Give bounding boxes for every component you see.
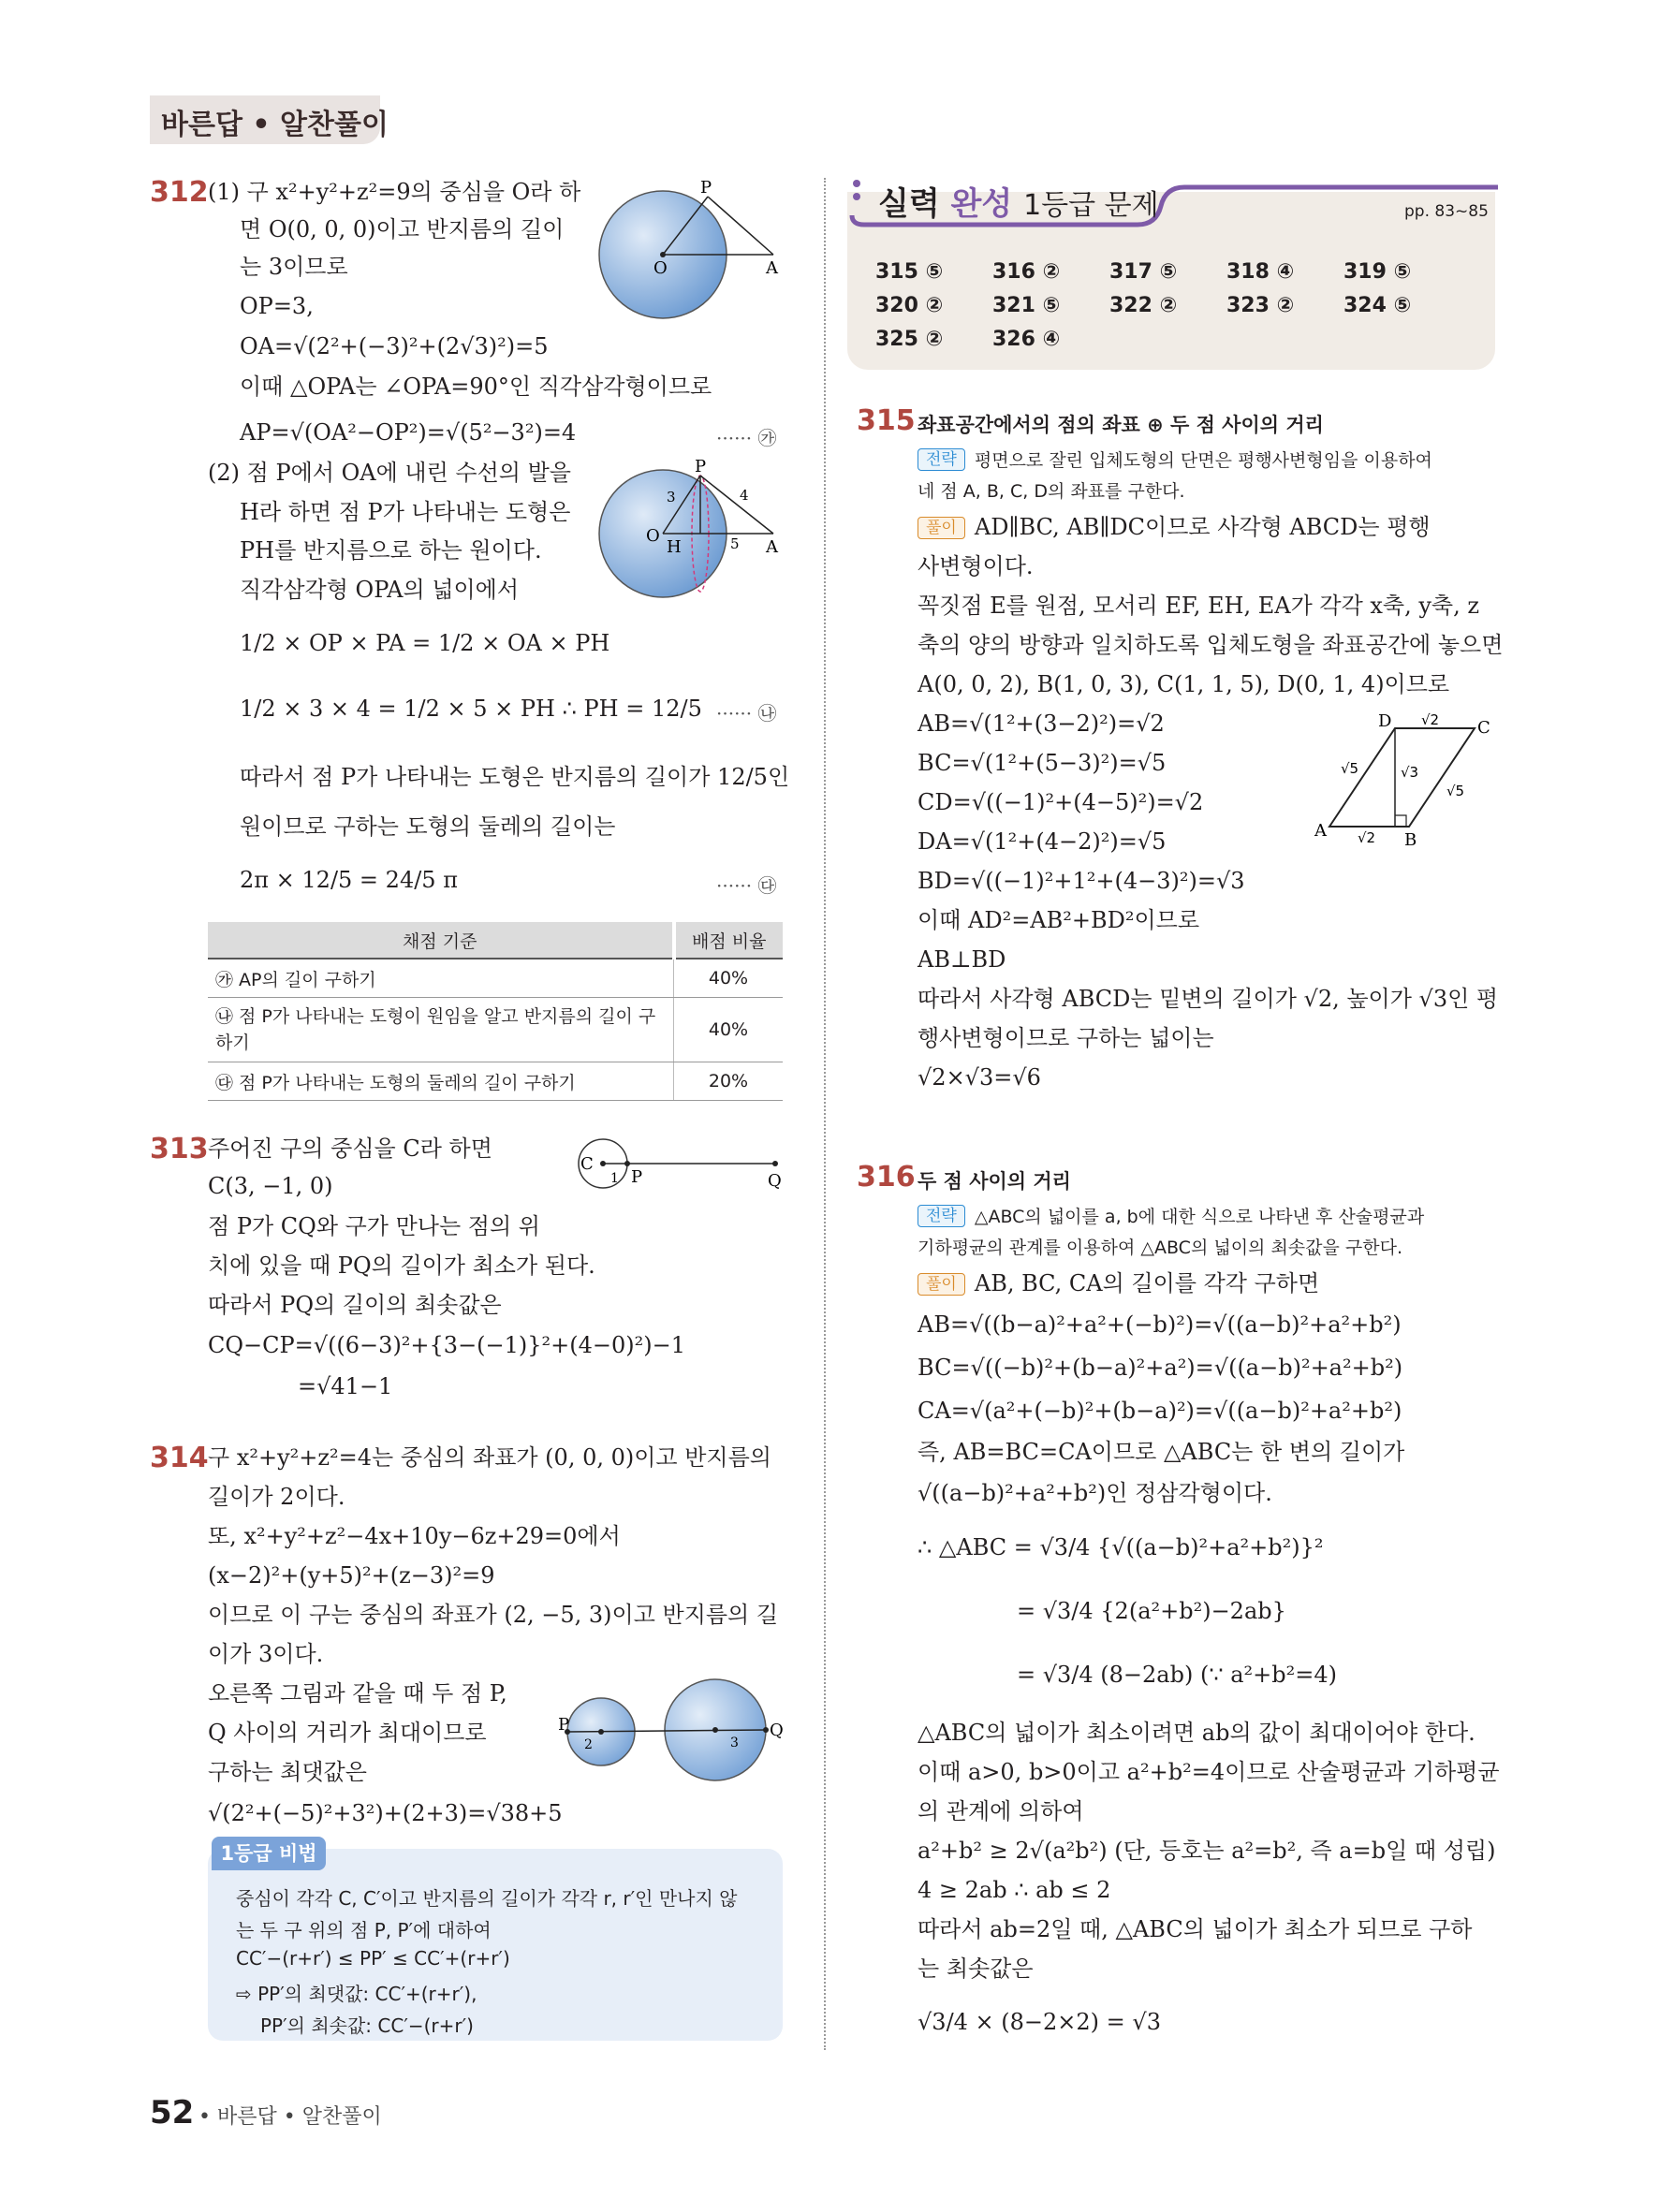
solution-text: AB, BC, CA의 길이를 각각 구하면 bbox=[974, 1270, 1320, 1296]
p313-line: 따라서 PQ의 길이의 최솟값은 bbox=[208, 1292, 502, 1318]
answer-item: 326 ④ bbox=[992, 328, 1061, 351]
problem-number-314: 314 bbox=[150, 1442, 209, 1474]
p314-line: 이므로 이 구는 중심의 좌표가 (2, −5, 3)이고 반지름의 길 bbox=[208, 1602, 779, 1628]
answer-item: 318 ④ bbox=[1226, 260, 1295, 284]
label-r5-right: √5 bbox=[1446, 783, 1465, 799]
label-P: P bbox=[558, 1715, 570, 1735]
label-A: A bbox=[766, 537, 778, 557]
p316-line: △ABC의 넓이가 최소이려면 ab의 값이 최대이어야 한다. bbox=[918, 1720, 1475, 1746]
label-r3: √3 bbox=[1401, 764, 1419, 781]
label-5: 5 bbox=[730, 535, 740, 552]
p312-line: 이때 △OPA는 ∠OPA=90°인 직각삼각형이므로 bbox=[240, 374, 712, 400]
p315-line: AB=√(1²+(3−2)²)=√2 bbox=[918, 710, 1165, 737]
p312-line: 1/2 × 3 × 4 = 1/2 × 5 × PH ∴ PH = 12/5 bbox=[240, 696, 702, 722]
answer-item: 317 ⑤ bbox=[1109, 260, 1178, 284]
p316-line: = √3/4 (8−2ab) (∵ a²+b²=4) bbox=[1017, 1662, 1337, 1688]
p316-line: √3/4 × (8−2×2) = √3 bbox=[918, 2009, 1161, 2035]
solution-tag: 풀이 bbox=[918, 517, 965, 539]
label-2: 2 bbox=[584, 1737, 593, 1752]
p316-title: 두 점 사이의 거리 bbox=[918, 1170, 1071, 1193]
header-title: 바른답 • 알찬풀이 bbox=[161, 109, 389, 141]
p314-line: 오른쪽 그림과 같을 때 두 점 P, bbox=[208, 1680, 507, 1707]
answer-item: 322 ② bbox=[1109, 294, 1178, 317]
label-O: O bbox=[653, 258, 668, 278]
tip-line: 는 두 구 위의 점 P, P′에 대하여 bbox=[236, 1919, 492, 1941]
p312-line: 는 3이므로 bbox=[240, 254, 348, 280]
label-P: P bbox=[631, 1167, 643, 1187]
answer-item: 316 ② bbox=[992, 260, 1061, 284]
p314-line: (x−2)²+(y+5)²+(z−3)²=9 bbox=[208, 1562, 495, 1589]
p315-line: 이때 AD²=AB²+BD²이므로 bbox=[918, 907, 1200, 933]
p315-strategy bbox=[918, 446, 1432, 475]
p312-line: 1/2 × OP × PA = 1/2 × OA × PH bbox=[240, 630, 610, 656]
p312-line: AP=√(OA²−OP²)=√(5²−3²)=4 bbox=[240, 419, 577, 446]
p313-line: C(3, −1, 0) bbox=[208, 1173, 333, 1199]
table-row bbox=[208, 959, 783, 998]
p316-line: BC=√((−b)²+(b−a)²+a²)=√((a−b)²+a²+b²) bbox=[918, 1355, 1403, 1381]
problem-number-313: 313 bbox=[150, 1133, 209, 1165]
p312-line: OP=3, bbox=[240, 293, 314, 319]
p315-line: BD=√((−1)²+1²+(4−3)²)=√3 bbox=[918, 868, 1245, 894]
label-C: C bbox=[580, 1154, 594, 1174]
label-D: D bbox=[1378, 711, 1392, 731]
table-row bbox=[208, 1062, 783, 1101]
p316-line: 는 최솟값은 bbox=[918, 1956, 1034, 1982]
p313-line: 주어진 구의 중심을 C라 하면 bbox=[208, 1135, 492, 1162]
p315-line: 행사변형이므로 구하는 넓이는 bbox=[918, 1025, 1214, 1051]
p314-line: Q 사이의 거리가 최대이므로 bbox=[208, 1720, 487, 1746]
tip-line: ⇨ PP′의 최댓값: CC′+(r+r′), bbox=[236, 1983, 477, 2005]
p312-line: 2π × 12/5 = 24/5 π bbox=[240, 867, 458, 893]
strategy-tag: 전략 bbox=[918, 1205, 965, 1227]
sphere-figure-2 bbox=[590, 457, 796, 607]
p315-line: DA=√(1²+(4−2)²)=√5 bbox=[918, 828, 1167, 855]
label-Q: Q bbox=[770, 1721, 784, 1740]
p312-line: 직각삼각형 OPA의 넓이에서 bbox=[240, 577, 520, 603]
p315-line: 축의 양의 방향과 일치하도록 입체도형을 좌표공간에 놓으면 bbox=[918, 632, 1504, 658]
p316-line: = √3/4 {2(a²+b²)−2ab} bbox=[1017, 1598, 1286, 1624]
strategy-text: 기하평균의 관계를 이용하여 △ABC의 넓이의 최솟값을 구한다. bbox=[918, 1238, 1402, 1258]
p316-line: 즉, AB=BC=CA이므로 △ABC는 한 변의 길이가 bbox=[918, 1439, 1405, 1465]
label-H: H bbox=[667, 537, 682, 557]
label-r5-left: √5 bbox=[1341, 760, 1359, 777]
p316-strategy bbox=[918, 1202, 1424, 1231]
p315-line: AB⊥BD bbox=[918, 946, 1006, 973]
p314-line: 또, x²+y²+z²−4x+10y−6z+29=0에서 bbox=[208, 1523, 621, 1549]
p312-line: (1) 구 x²+y²+z²=9의 중심을 O라 하 bbox=[208, 179, 581, 205]
p314-line: √(2²+(−5)²+3²)+(2+3)=√38+5 bbox=[208, 1800, 563, 1826]
p315-line: 따라서 사각형 ABCD는 밑변의 길이가 √2, 높이가 √3인 평 bbox=[918, 986, 1499, 1012]
page-number: 52 bbox=[150, 2094, 195, 2131]
strategy-text: 네 점 A, B, C, D의 좌표를 구한다. bbox=[918, 481, 1185, 502]
label-P: P bbox=[700, 178, 712, 198]
page-range: pp. 83~85 bbox=[1404, 202, 1489, 221]
p316-line: 따라서 ab=2일 때, △ABC의 넓이가 최소가 되므로 구하 bbox=[918, 1916, 1473, 1942]
strategy-tag: 전략 bbox=[918, 448, 965, 471]
answer-item: 323 ② bbox=[1226, 294, 1295, 317]
marker-na: ······ ㉯ bbox=[716, 702, 777, 725]
label-A: A bbox=[1314, 821, 1327, 841]
p316-line: a²+b² ≥ 2√(a²b²) (단, 등호는 a²=b², 즉 a=b일 때 성립) bbox=[918, 1838, 1496, 1864]
solution-text: AD∥BC, AB∥DC이므로 사각형 ABCD는 평행 bbox=[974, 514, 1431, 540]
tip-line: 중심이 각각 C, C′이고 반지름의 길이가 각각 r, r′인 만나지 않 bbox=[236, 1887, 738, 1910]
parallelogram-figure bbox=[1301, 710, 1498, 850]
p312-line: 따라서 점 P가 나타내는 도형은 반지름의 길이가 12/5인 bbox=[240, 764, 790, 790]
answer-item: 324 ⑤ bbox=[1343, 294, 1412, 317]
label-Q: Q bbox=[768, 1171, 782, 1191]
problem-number-315: 315 bbox=[857, 404, 916, 437]
answer-box-title bbox=[878, 178, 1159, 224]
p313-line: =√41−1 bbox=[298, 1373, 393, 1399]
p315-line: 사변형이다. bbox=[918, 553, 1034, 579]
p314-line: 구 x²+y²+z²=4는 중심의 좌표가 (0, 0, 0)이고 반지름의 bbox=[208, 1444, 771, 1471]
p313-line: 치에 있을 때 PQ의 길이가 최소가 된다. bbox=[208, 1252, 595, 1279]
p316-line: CA=√(a²+(−b)²+(b−a)²)=√((a−b)²+a²+b²) bbox=[918, 1398, 1402, 1424]
p315-line: √2×√3=√6 bbox=[918, 1064, 1041, 1091]
table-cell: 20% bbox=[674, 1062, 784, 1101]
label-C: C bbox=[1477, 718, 1490, 738]
p315-line: CD=√((−1)²+(4−5)²)=√2 bbox=[918, 789, 1204, 815]
label-r2-bottom: √2 bbox=[1358, 829, 1376, 846]
sphere-point-figure bbox=[571, 1137, 786, 1194]
p315-line: A(0, 0, 2), B(1, 0, 3), C(1, 1, 5), D(0, 1, 4)이므로 bbox=[918, 671, 1450, 697]
label-3: 3 bbox=[730, 1736, 739, 1751]
p316-line: √((a−b)²+a²+b²)인 정삼각형이다. bbox=[918, 1480, 1272, 1506]
table-cell: ㉮ AP의 길이 구하기 bbox=[208, 959, 674, 998]
p312-line: (2) 점 P에서 OA에 내린 수선의 발을 bbox=[208, 460, 571, 486]
tip-line: PP′의 최솟값: CC′−(r+r′) bbox=[260, 2014, 474, 2037]
footer-text: • 바른답 • 알찬풀이 bbox=[198, 2105, 382, 2129]
sphere-figure-1 bbox=[590, 178, 796, 328]
p313-line: CQ−CP=√((6−3)²+{3−(−1)}²+(4−0)²)−1 bbox=[208, 1332, 686, 1358]
label-3: 3 bbox=[667, 489, 676, 505]
p316-solution bbox=[918, 1269, 1319, 1297]
p312-line: 면 O(0, 0, 0)이고 반지름의 길이 bbox=[240, 216, 565, 242]
tip-line: CC′−(r+r′) ≤ PP′ ≤ CC′+(r+r′) bbox=[236, 1947, 510, 1970]
strategy-text: △ABC의 넓이를 a, b에 대한 식으로 나타낸 후 산술평균과 bbox=[974, 1207, 1425, 1227]
p314-line: 이가 3이다. bbox=[208, 1641, 324, 1667]
answer-item: 321 ⑤ bbox=[992, 294, 1061, 317]
p312-line: 원이므로 구하는 도형의 둘레의 길이는 bbox=[240, 813, 616, 840]
marker-da: ······ ㉰ bbox=[716, 874, 777, 897]
p315-line: 꼭짓점 E를 원점, 모서리 EF, EH, EA가 각각 x축, y축, z bbox=[918, 593, 1480, 619]
p312-line: PH를 반지름으로 하는 원이다. bbox=[240, 537, 542, 564]
answer-item: 325 ② bbox=[875, 328, 944, 351]
p312-line: H라 하면 점 P가 나타내는 도형은 bbox=[240, 499, 571, 525]
table-row bbox=[208, 998, 783, 1062]
table-cell: ㉰ 점 P가 나타내는 도형의 둘레의 길이 구하기 bbox=[208, 1062, 674, 1101]
title-part: 1등급 문제 bbox=[1023, 189, 1159, 222]
table-cell: 40% bbox=[674, 959, 784, 998]
table-cell: 40% bbox=[674, 998, 784, 1062]
table-header: 채점 기준 bbox=[208, 922, 674, 959]
p315-title: 좌표공간에서의 점의 좌표 ⊕ 두 점 사이의 거리 bbox=[918, 414, 1324, 436]
p316-line: ∴ △ABC = √3/4 {√((a−b)²+a²+b²)}² bbox=[918, 1534, 1324, 1560]
marker-ga: ······ ㉮ bbox=[716, 427, 777, 449]
label-P: P bbox=[695, 457, 707, 476]
p313-line: 점 P가 CQ와 구가 만나는 점의 위 bbox=[208, 1213, 540, 1239]
problem-number-316: 316 bbox=[857, 1161, 916, 1194]
solution-tag: 풀이 bbox=[918, 1273, 965, 1296]
answer-item: 315 ⑤ bbox=[875, 260, 944, 284]
title-part: 실력 bbox=[878, 185, 940, 223]
table-header: 배점 비율 bbox=[674, 922, 784, 959]
label-1: 1 bbox=[610, 1171, 619, 1186]
label-4: 4 bbox=[740, 487, 749, 504]
p314-line: 길이가 2이다. bbox=[208, 1484, 345, 1510]
scoring-table bbox=[208, 922, 783, 1101]
answer-item: 319 ⑤ bbox=[1343, 260, 1412, 284]
p312-line: OA=√(2²+(−3)²+(2√3)²)=5 bbox=[240, 333, 549, 359]
title-part: 완성 bbox=[950, 185, 1013, 223]
label-B: B bbox=[1404, 830, 1417, 850]
p316-line: 4 ≥ 2ab ∴ ab ≤ 2 bbox=[918, 1877, 1111, 1903]
p316-line: 이때 a>0, b>0이고 a²+b²=4이므로 산술평균과 기하평균 bbox=[918, 1759, 1500, 1785]
label-r2-top: √2 bbox=[1421, 711, 1440, 728]
two-spheres-figure bbox=[558, 1676, 786, 1788]
strategy-text: 평면으로 잘린 입체도형의 단면은 평행사변형임을 이용하여 bbox=[974, 450, 1432, 471]
answer-item: 320 ② bbox=[875, 294, 944, 317]
label-A: A bbox=[766, 258, 778, 278]
table-cell: ㉯ 점 P가 나타내는 도형이 원임을 알고 반지름의 길이 구하기 bbox=[208, 998, 674, 1062]
label-O: O bbox=[646, 526, 660, 546]
p315-line: BC=√(1²+(5−3)²)=√5 bbox=[918, 750, 1167, 776]
column-divider bbox=[824, 178, 826, 2050]
p316-line: 의 관계에 의하여 bbox=[918, 1798, 1084, 1824]
p315-solution bbox=[918, 513, 1431, 541]
p314-line: 구하는 최댓값은 bbox=[208, 1759, 367, 1785]
tip-tag: 1등급 비법 bbox=[212, 1837, 326, 1870]
p316-line: AB=√((b−a)²+a²+(−b)²)=√((a−b)²+a²+b²) bbox=[918, 1311, 1402, 1338]
problem-number-312: 312 bbox=[150, 176, 209, 209]
